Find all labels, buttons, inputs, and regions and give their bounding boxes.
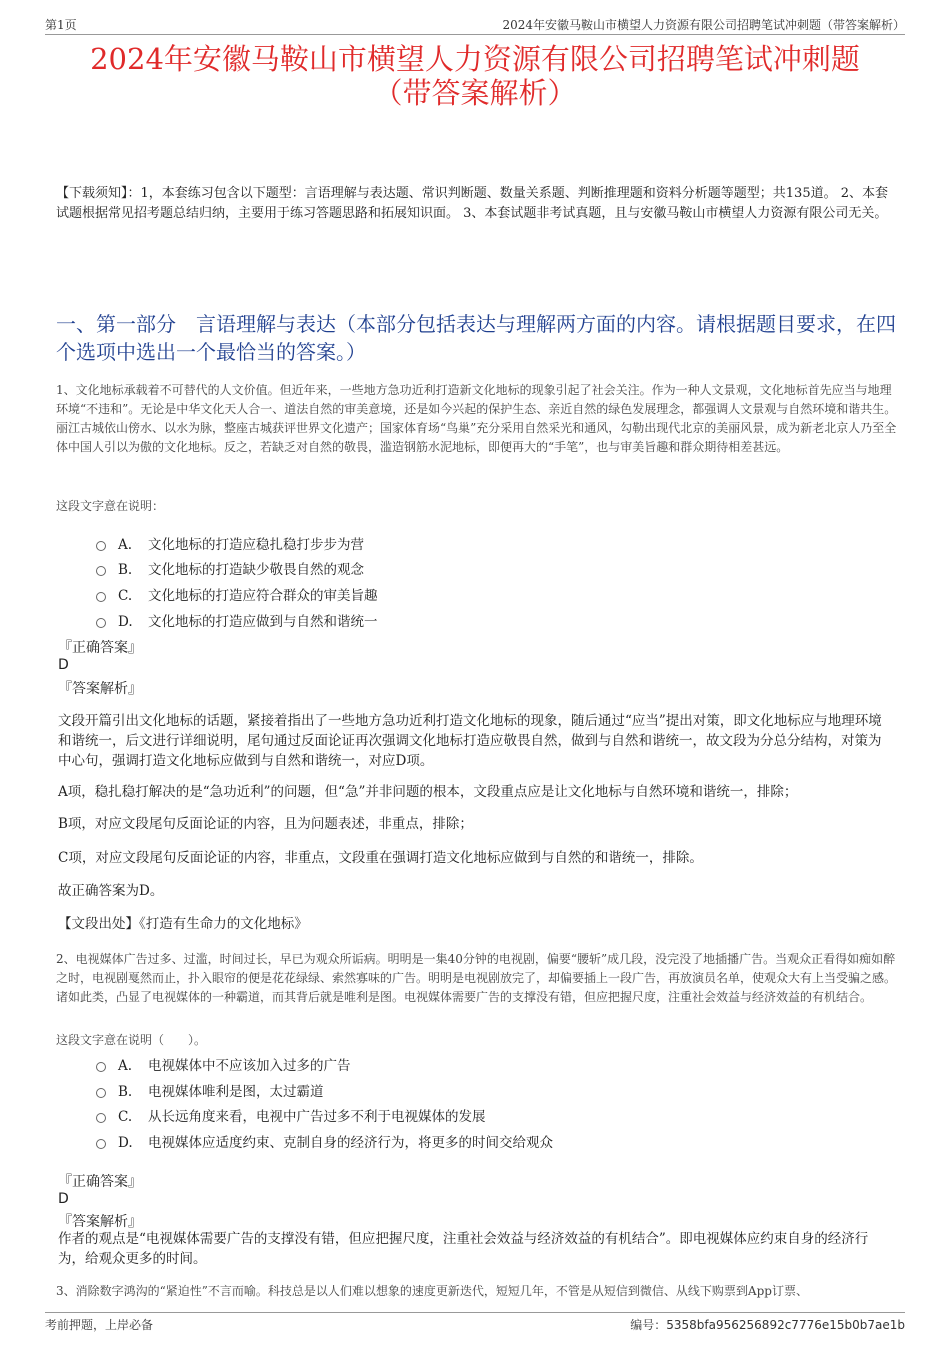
radio-icon[interactable] xyxy=(96,1062,106,1072)
q1-analysis-label: 『答案解析』 xyxy=(58,681,142,697)
header-doc-title: 2024年安徽马鞍山市横望人力资源有限公司招聘笔试冲刺题（带答案解析） xyxy=(502,18,905,32)
title-line-2: （带答案解析） xyxy=(373,76,577,110)
q2-analysis-label: 『答案解析』 xyxy=(58,1214,142,1230)
q1-correct-label: 『正确答案』 xyxy=(58,640,142,656)
radio-icon[interactable] xyxy=(96,1139,106,1149)
q1-option-c[interactable]: C. 文化地标的打造应符合群众的审美旨趣 xyxy=(96,584,378,604)
q1-analysis-main: 文段开篇引出文化地标的话题，紧接着指出了一些地方急功近利打造文化地标的现象，随后通过“应当”提出对策，即文化地标应与地理环境和谐统一，后文进行详细说明，尾句通过反面论证再次强调文化地标打造应敬畏自然，做到与自然和谐统一，故文段为分总分结构，对策为中心句，强调打造文化地标应做到与自然和谐统一，对应D项。 xyxy=(58,713,882,769)
q2-stem: 2、电视媒体广告过多、过滥，时间过长，早已为观众所诟病。明明是一集40分钟的电视剧，偏要“腰斩”成几段，没完没了地插播广告。当观众正看得如痴如醉之时，电视剧戛然而止，扑入眼帘的便是花花绿绿、索然寡味的广告。明明是电视剧放完了，却偏要插上一段广告，再放演员名单，使观众大有上当受骗之感。诸如此类，凸显了电视媒体的一种霸道，而其背后就是唯利是图。电视媒体需要广告的支撑没有错，但应把握尺度，注重社会效益与经济效益的有机结合。 xyxy=(56,952,897,1004)
q1-option-a[interactable]: A. 文化地标的打造应稳扎稳打步步为营 xyxy=(96,533,364,553)
footer-code: 编号：5358bfa956256892c7776e15b0b7ae1b xyxy=(630,1318,905,1332)
radio-icon[interactable] xyxy=(96,1088,106,1098)
page-header xyxy=(45,14,905,35)
q2-correct-label: 『正确答案』 xyxy=(58,1174,142,1190)
q1-analysis-conclusion: 故正确答案为D。 xyxy=(58,883,164,899)
q2-analysis: 作者的观点是“电视媒体需要广告的支撑没有错，但应把握尺度，注重社会效益与经济效益的有机结合”。即电视媒体应约束自身的经济行为，给观众更多的时间。 xyxy=(58,1231,869,1267)
radio-icon[interactable] xyxy=(96,541,106,551)
radio-icon[interactable] xyxy=(96,592,106,602)
q2-option-b[interactable]: B. 电视媒体唯利是图，太过霸道 xyxy=(96,1080,324,1100)
radio-icon[interactable] xyxy=(96,1113,106,1123)
title-line-1: 2024年安徽马鞍山市横望人力资源有限公司招聘笔试冲刺题 xyxy=(90,42,860,76)
q2-option-a[interactable]: A. 电视媒体中不应该加入过多的广告 xyxy=(96,1054,351,1074)
q1-answer: D xyxy=(58,657,69,673)
q1-analysis-b: B项，对应文段尾句反面论证的内容，且为问题表述，非重点，排除； xyxy=(58,816,473,832)
q1-source: 【文段出处】《打造有生命力的文化地标》 xyxy=(58,916,308,932)
q1-analysis-c: C项，对应文段尾句反面论证的内容，非重点，文段重在强调打造文化地标应做到与自然的和谐统一，排除。 xyxy=(58,850,703,866)
q2-option-d[interactable]: D. 电视媒体应适度约束、克制自身的经济行为，将更多的时间交给观众 xyxy=(96,1131,553,1151)
document-title xyxy=(40,42,910,110)
footer-slogan: 考前押题，上岸必备 xyxy=(45,1318,154,1332)
q3-stem: 3、消除数字鸿沟的“紧迫性”不言而喻。科技总是以人们难以想象的速度更新迭代，短短几年，不管是从短信到微信、从线下购票到App订票、 xyxy=(56,1284,808,1298)
q1-stem: 1、文化地标承载着不可替代的人文价值。但近年来，一些地方急功近利打造新文化地标的现象引起了社会关注。作为一种人文景观，文化地标首先应当与地理环境“不违和”。无论是中华文化天人合一、道法自然的审美意境，还是如今兴起的保护生态、亲近自然的绿色发展理念，都强调人文景观与自然环境和谐共生。丽江古城依山傍水、以水为脉，整座古城获评世界文化遗产；国家体育场“鸟巢”充分采用自然采光和通风，勾勒出现代北京的美丽风景，成为新老北京人乃至全体中国人引以为傲的文化地标。反之，若缺乏对自然的敬畏，滥造钢筋水泥地标，即便再大的“手笔”，也与审美旨趣和群众期待相差甚远。 xyxy=(56,383,897,454)
q1-prompt: 这段文字意在说明： xyxy=(56,499,165,513)
section-title: 一、第一部分 言语理解与表达（本部分包括表达与理解两方面的内容。请根据题目要求，在四个选项中选出一个最恰当的答案。） xyxy=(56,312,896,364)
q1-analysis-a: A项，稳扎稳打解决的是“急功近利”的问题，但“急”并非问题的根本，文段重点应是让文化地标与自然环境和谐统一，排除； xyxy=(58,784,798,800)
page-footer xyxy=(45,1312,905,1333)
radio-icon[interactable] xyxy=(96,618,106,628)
download-notice: 【下载须知】：1，本套练习包含以下题型：言语理解与表达题、常识判断题、数量关系题、判断推理题和资料分析题等题型；共135道。 2、本套试题根据常见招考题总结归纳，主要用于练习答题思路和拓展知识面。 3、本套试题非考试真题，且与安徽马鞍山市横望人力资源有限公司无关。 xyxy=(56,186,888,221)
q1-option-d[interactable]: D. 文化地标的打造应做到与自然和谐统一 xyxy=(96,610,378,630)
page-number: 第1页 xyxy=(45,18,77,32)
q1-option-b[interactable]: B. 文化地标的打造缺少敬畏自然的观念 xyxy=(96,558,364,578)
q2-option-c[interactable]: C. 从长远角度来看，电视中广告过多不利于电视媒体的发展 xyxy=(96,1105,486,1125)
q2-answer: D xyxy=(58,1191,69,1207)
q2-prompt: 这段文字意在说明（ ）。 xyxy=(56,1033,207,1047)
radio-icon[interactable] xyxy=(96,566,106,576)
